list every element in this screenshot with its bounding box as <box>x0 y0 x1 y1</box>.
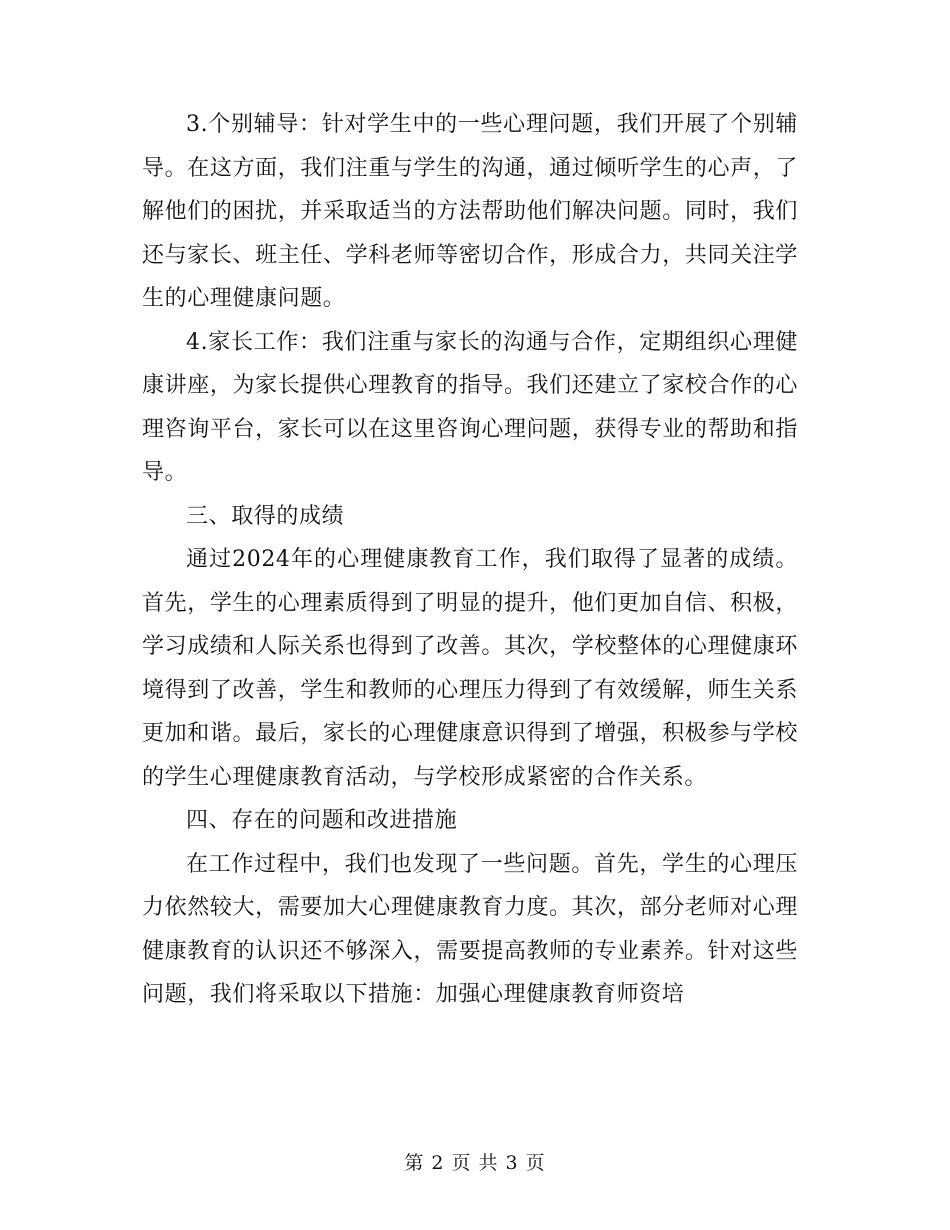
paragraph-individual-counseling: 3.个别辅导：针对学生中的一些心理问题，我们开展了个别辅导。在这方面，我们注重与学生的沟通，通过倾听学生的心声，了解他们的困扰，并采取适当的方法帮助他们解决问题。同时，我们还与家长、班主任、学科老师等密切合作，形成合力，共同关注学生的心理健康问题。 <box>142 112 798 311</box>
section-heading-achievements: 三、取得的成绩 <box>186 503 345 529</box>
document-body <box>142 103 798 1017</box>
page-number-footer: 第 2 页 共 3 页 <box>404 1152 546 1174</box>
paragraph-problems: 在工作过程中，我们也发现了一些问题。首先，学生的心理压力依然较大，需要加大心理健康教育力度。其次，部分老师对心理健康教育的认识还不够深入，需要提高教师的专业素养。针对这些问题，我们将采取以下措施：加强心理健康教育师资培 <box>142 851 798 1007</box>
paragraph-achievements: 通过2024年的心理健康教育工作，我们取得了显著的成绩。首先，学生的心理素质得到了明显的提升，他们更加自信、积极，学习成绩和人际关系也得到了改善。其次，学校整体的心理健康环境得到了改善，学生和教师的心理压力得到了有效缓解，师生关系更加和谐。最后，家长的心理健康意识得到了增强，积极参与学校的学生心理健康教育活动，与学校形成紧密的合作关系。 <box>142 547 798 790</box>
paragraph-parent-work: 4.家长工作：我们注重与家长的沟通与合作，定期组织心理健康讲座，为家长提供心理教育的指导。我们还建立了家校合作的心理咨询平台，家长可以在这里咨询心理问题，获得专业的帮助和指导。 <box>142 329 798 485</box>
section-heading-problems-improvements: 四、存在的问题和改进措施 <box>186 808 458 833</box>
